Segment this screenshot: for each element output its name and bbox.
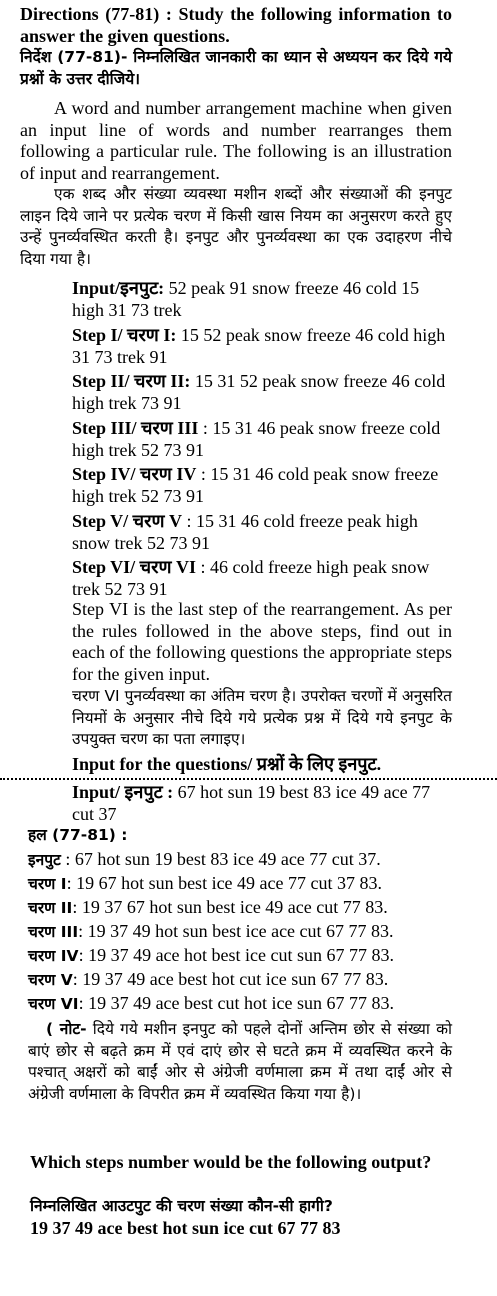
question-hindi: निम्नलिखित आउटपुट की चरण संख्या कौन-सी हागी? [30,1197,333,1215]
step-text: : 46 cold freeze high peak snow trek 52 73 91 [72,557,430,599]
solution-text: : 19 37 49 hot sun best ice ace cut 67 77 83. [78,921,394,941]
input-heading: Input for the questions/ प्रश्नों के लिए इनपुट. [72,754,382,774]
step-input [72,278,452,321]
solution-label: चरण IV [28,947,79,965]
step-label: Step VI/ चरण VI [72,557,196,577]
last-step-hindi: चरण VI पुनर्व्यवस्था का अंतिम चरण है। उपरोक्त चरणों में अनुसरित नियमों के अनुसार नीचे दिये गये प्रत्येक प्रश्न में दिये गये इनपुट के उपयुक्त चरण का पता लगाइए। [72,687,452,748]
directions-english: Directions (77-81) : Study the following information to answer the given questions. [20,4,452,46]
solution-text: : 67 hot sun 19 best 83 ice 49 ace 77 cut 37. [60,849,381,869]
intro-hindi: एक शब्द और संख्या व्यवस्था मशीन शब्दों और संख्याओं की इनपुट लाइन दिये जाने पर प्रत्येक चरण में किसी खास नियम का अनुसरण करते हुए उन्हें पुनर्व्यवस्थित करती है। इनपुट और पुनर्व्यवस्था का एक उदाहरण नीचे दिया गया है। [20,185,452,268]
solution-heading: हल (77-81) : [28,826,128,844]
step-4 [72,464,452,507]
directions-hindi: निर्देश (77-81)- निम्नलिखित जानकारी का ध्यान से अध्ययन कर दिये गये प्रश्नों के उत्तर दीजिये। [20,48,452,88]
solution-label: इनपुट [28,851,61,869]
step-text: 15 31 52 peak snow freeze 46 cold high trek 73 91 [72,371,446,413]
solution-text: : 19 67 hot sun best ice 49 ace 77 cut 37 83. [66,873,383,893]
solution-line [28,945,468,968]
question-input [72,782,452,825]
question-input-text: 67 hot sun 19 best 83 ice 49 ace 77 cut 37 [72,782,431,824]
step-label: Step III/ चरण III [72,418,199,438]
solution-line [28,873,468,896]
step-1 [72,325,452,368]
solution-text: : 19 37 67 hot sun best ice 49 ace cut 77 83. [72,897,388,917]
solution-label: चरण I [28,875,67,893]
step-label: Step I/ चरण I: [72,325,177,345]
last-step-english: Step VI is the last step of the rearrangement. As per the rules followed in the above steps, find out in each of the following questions the appropriate steps for the given input. [72,599,452,684]
dotted-divider [0,778,497,780]
question-input-label: Input/ इनपुट : [72,782,174,802]
step-text: : 15 31 46 cold peak snow freeze high trek 52 73 91 [72,464,439,506]
solution-line [28,969,468,992]
solution-line [28,921,468,944]
step-label: Input/इनपुट: [72,278,165,298]
solution-label: चरण III [28,923,79,941]
note-text: दिये गये मशीन इनपुट को पहले दोनों अन्तिम छोर से संख्या को बाएं छोर से बढ़ते क्रम में एवं दाएं छोर से घटते क्रम में व्यवस्थित करने के पश्चात् अक्षरों को बाईं ओर से अंग्रेजी वर्णमाला क्रम में तथा दाईं ओर से अंग्रेजी वर्णमाला के विपरीत क्रम में व्यवस्थित किया गया है)। [28,1020,453,1103]
question-english: Which steps number would be the following output? [30,1152,432,1172]
solution-text: : 19 37 49 ace best cut hot ice sun 67 77 83. [78,993,395,1013]
solution-line [28,849,468,872]
step-text: : 15 31 46 peak snow freeze cold high trek 52 73 91 [72,418,441,460]
solution-line [28,993,468,1016]
step-3 [72,418,452,461]
solution-label: चरण VI [28,995,79,1013]
solution-note [28,1019,452,1105]
step-text: : 15 31 46 cold freeze peak high snow trek 52 73 91 [72,511,418,553]
question-output: 19 37 49 ace best hot sun ice cut 67 77 83 [30,1218,341,1238]
solution-text: : 19 37 49 ace best hot cut ice sun 67 77 83. [72,969,389,989]
step-label: Step II/ चरण II: [72,371,191,391]
solution-text: : 19 37 49 ace hot best ice cut sun 67 77 83. [78,945,395,965]
step-6 [72,557,452,600]
intro-english: A word and number arrangement machine when given an input line of words and number rearranges them following a particular rule. The following is an illustration of input and rearrangement. [20,98,452,183]
step-text: 52 peak 91 snow freeze 46 cold 15 high 31 73 trek [72,278,420,320]
step-label: Step IV/ चरण IV [72,464,197,484]
step-text: 15 52 peak snow freeze 46 cold high 31 73 trek 91 [72,325,446,367]
note-label: ( नोट- [46,1020,87,1038]
solution-line [28,897,468,920]
step-label: Step V/ चरण V [72,511,182,531]
step-2 [72,371,452,414]
solution-label: चरण II [28,899,73,917]
step-5 [72,511,452,554]
solution-label: चरण V [28,971,73,989]
